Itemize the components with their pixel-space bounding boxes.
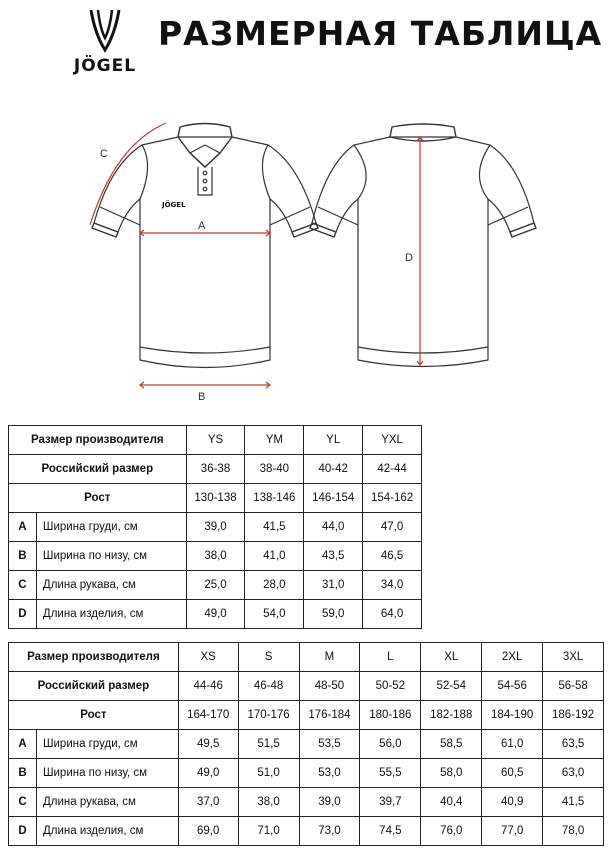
table-cell: 76,0 (421, 817, 482, 846)
table-cell: 164-170 (178, 701, 238, 730)
row-letter: B (9, 542, 37, 571)
table-cell: 184-190 (482, 701, 543, 730)
table-cell: 41,5 (245, 513, 304, 542)
table-cell: 186-192 (543, 701, 604, 730)
table-cell: 138-146 (245, 484, 304, 513)
height-label: Рост (9, 701, 179, 730)
table-cell: 44-46 (178, 672, 238, 701)
table-cell: 77,0 (482, 817, 543, 846)
table-row (9, 672, 604, 701)
measure-b-line (140, 382, 270, 388)
table-cell: 69,0 (178, 817, 238, 846)
size-table-adults (8, 642, 604, 846)
table-cell: 39,0 (186, 513, 245, 542)
table-cell: 37,0 (178, 788, 238, 817)
row-label: Ширина по низу, см (36, 542, 186, 571)
polo-back-view (310, 124, 536, 367)
size-cell: 3XL (543, 643, 604, 672)
page-title: РАЗМЕРНАЯ ТАБЛИЦА (158, 14, 603, 53)
height-label: Рост (9, 484, 187, 513)
table-cell: 146-154 (304, 484, 363, 513)
size-cell: XL (421, 643, 482, 672)
table-cell: 56,0 (360, 730, 421, 759)
measure-c-line (90, 123, 166, 225)
measure-c-label: C (100, 148, 108, 160)
polo-shirt-drawing (80, 115, 540, 405)
table-cell: 54-56 (482, 672, 543, 701)
table-row (9, 484, 422, 513)
table-cell: 53,0 (299, 759, 360, 788)
table-cell: 71,0 (238, 817, 299, 846)
table-cell: 170-176 (238, 701, 299, 730)
table-cell: 49,0 (178, 759, 238, 788)
table-cell: 154-162 (363, 484, 422, 513)
table-cell: 49,5 (178, 730, 238, 759)
table-cell: 40,4 (421, 788, 482, 817)
table-cell: 40-42 (304, 455, 363, 484)
table-cell: 39,0 (299, 788, 360, 817)
measure-d-line (417, 137, 423, 365)
table-cell: 60,5 (482, 759, 543, 788)
table-cell: 38,0 (238, 788, 299, 817)
measure-b-label: B (198, 391, 206, 403)
row-letter: D (9, 600, 37, 629)
table-cell: 78,0 (543, 817, 604, 846)
header-label: Размер производителя (9, 426, 187, 455)
table-cell: 180-186 (360, 701, 421, 730)
table-cell: 50-52 (360, 672, 421, 701)
table-row (9, 455, 422, 484)
size-cell: 2XL (482, 643, 543, 672)
table-cell: 63,0 (543, 759, 604, 788)
table-row (9, 643, 604, 672)
size-cell: YXL (363, 426, 422, 455)
table-cell: 56-58 (543, 672, 604, 701)
table-cell: 44,0 (304, 513, 363, 542)
row-label: Длина изделия, см (36, 600, 186, 629)
table-cell: 58,0 (421, 759, 482, 788)
table-cell: 52-54 (421, 672, 482, 701)
table-cell: 41,0 (245, 542, 304, 571)
chest-logo-text: JÖGEL (162, 201, 186, 209)
table-cell: 51,5 (238, 730, 299, 759)
brand-logo-mark-icon (87, 8, 123, 54)
row-label: Ширина по низу, см (36, 759, 178, 788)
header-label: Размер производителя (9, 643, 179, 672)
table-cell: 55,5 (360, 759, 421, 788)
size-cell: L (360, 643, 421, 672)
table-cell: 182-188 (421, 701, 482, 730)
row-letter: D (9, 817, 37, 846)
size-cell: XS (178, 643, 238, 672)
russian-size-label: Российский размер (9, 455, 187, 484)
table-cell: 31,0 (304, 571, 363, 600)
polo-front-view (92, 124, 318, 368)
table-cell: 39,7 (360, 788, 421, 817)
measure-a-label: A (198, 220, 206, 232)
table-cell: 48-50 (299, 672, 360, 701)
table-cell: 176-184 (299, 701, 360, 730)
table-cell: 46,5 (363, 542, 422, 571)
table-cell: 51,0 (238, 759, 299, 788)
row-letter: C (9, 571, 37, 600)
row-label: Ширина груди, см (36, 513, 186, 542)
row-letter: B (9, 759, 37, 788)
table-row (9, 542, 422, 571)
table-row (9, 513, 422, 542)
table-row (9, 759, 604, 788)
table-cell: 59,0 (304, 600, 363, 629)
table-row (9, 571, 422, 600)
size-table-kids (8, 425, 422, 629)
table-row (9, 730, 604, 759)
table-cell: 28,0 (245, 571, 304, 600)
table-cell: 49,0 (186, 600, 245, 629)
measure-d-label: D (405, 252, 413, 264)
table-cell: 54,0 (245, 600, 304, 629)
table-cell: 46-48 (238, 672, 299, 701)
table-cell: 38,0 (186, 542, 245, 571)
table-cell: 41,5 (543, 788, 604, 817)
size-cell: YS (186, 426, 245, 455)
table-cell: 43,5 (304, 542, 363, 571)
table-cell: 38-40 (245, 455, 304, 484)
table-row (9, 600, 422, 629)
table-cell: 130-138 (186, 484, 245, 513)
row-label: Длина рукава, см (36, 571, 186, 600)
row-letter: C (9, 788, 37, 817)
row-label: Длина изделия, см (36, 817, 178, 846)
table-cell: 73,0 (299, 817, 360, 846)
table-cell: 74,5 (360, 817, 421, 846)
row-label: Длина рукава, см (36, 788, 178, 817)
row-label: Ширина груди, см (36, 730, 178, 759)
table-cell: 36-38 (186, 455, 245, 484)
row-letter: A (9, 730, 37, 759)
size-cell: YL (304, 426, 363, 455)
brand-logo (60, 8, 150, 88)
table-cell: 63,5 (543, 730, 604, 759)
size-cell: S (238, 643, 299, 672)
table-row (9, 817, 604, 846)
table-cell: 42-44 (363, 455, 422, 484)
table-cell: 58,5 (421, 730, 482, 759)
row-letter: A (9, 513, 37, 542)
table-cell: 34,0 (363, 571, 422, 600)
table-row (9, 788, 604, 817)
table-cell: 40,9 (482, 788, 543, 817)
table-cell: 64,0 (363, 600, 422, 629)
russian-size-label: Российский размер (9, 672, 179, 701)
brand-logo-text: JÖGEL (73, 56, 137, 76)
table-cell: 53,5 (299, 730, 360, 759)
size-cell: M (299, 643, 360, 672)
table-cell: 25,0 (186, 571, 245, 600)
table-row (9, 701, 604, 730)
table-cell: 61,0 (482, 730, 543, 759)
size-cell: YM (245, 426, 304, 455)
table-row (9, 426, 422, 455)
table-cell: 47,0 (363, 513, 422, 542)
